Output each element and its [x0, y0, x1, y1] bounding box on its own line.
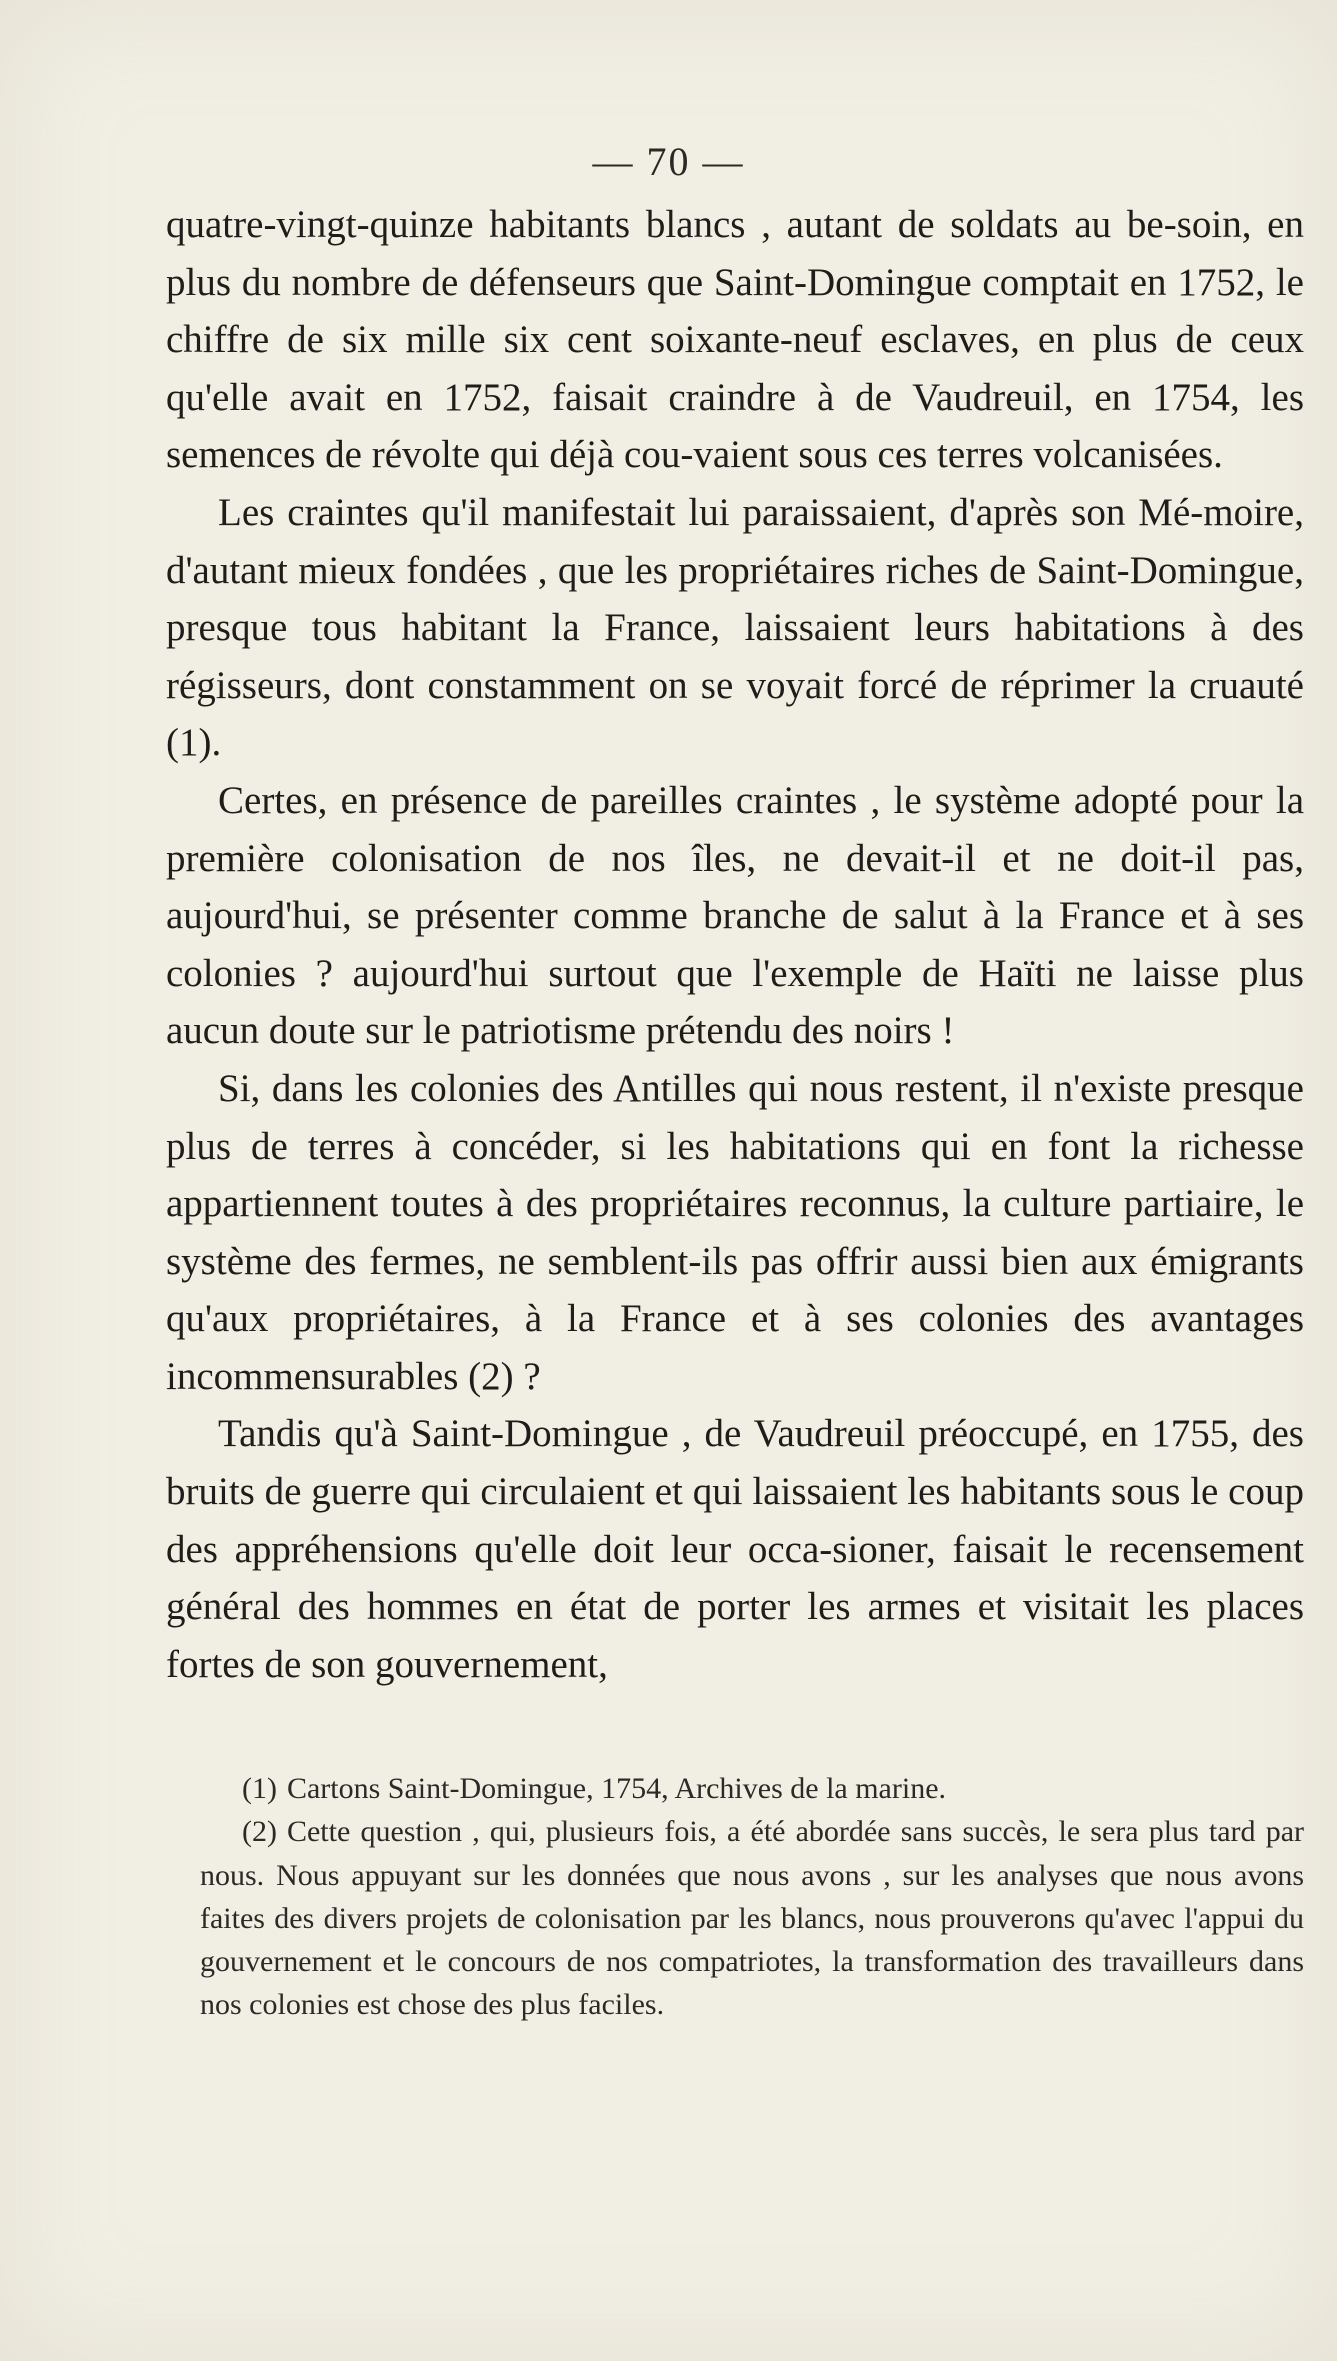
- paragraph-continued: quatre-vingt-quinze habitants blancs , autant de soldats au be-soin, en plus du nombre de défenseurs que Saint-Domingue comptait en 1752, le chiffre de six mille six cent soixante-neuf esclaves, en plus de ceux qu'elle avait en 1752, faisait craindre à de Vaudreuil, en 1754, les semences de révolte qui déjà cou-vaient sous ces terres volcanisées.: [166, 203, 1304, 477]
- footnotes: [200, 1767, 1304, 2027]
- paragraph: Si, dans les colonies des Antilles qui nous restent, il n'existe presque plus de terres à concéder, si les habitations qui en font la richesse appartiennent toutes à des propriétaires reconnus, la culture partiaire, le système des fermes, ne semblent-ils pas offrir aussi bien aux émigrants qu'aux propriétaires, à la France et à ses colonies des avantages incommensurables (2) ?: [166, 1066, 1304, 1398]
- footnote-2: [200, 1810, 1304, 2026]
- footnote-text: Cartons Saint-Domingue, 1754, Archives de la marine.: [286, 1772, 947, 1805]
- paragraph: Certes, en présence de pareilles craintes , le système adopté pour la première colonisation de nos îles, ne devait-il et ne doit-il pas, aujourd'hui, se présenter comme branche de salut à la France et à ses colonies ? aujourd'hui surtout que l'exemple de Haïti ne laisse plus aucun doute sur le patriotisme prétendu des noirs !: [166, 778, 1304, 1053]
- footnote-mark: (1): [242, 1772, 277, 1805]
- main-text: [166, 196, 1304, 1693]
- footnote-text: Cette question , qui, plusieurs fois, a été abordée sans succès, le sera plus tard par nous. Nous appuyant sur les données que nous avons , sur les analyses que nous avons faites des divers projets de colonisation par les blancs, nous prouverons qu'avec l'appui du gouvernement et le concours de nos compatriotes, la transformation des travailleurs dans nos colonies est chose des plus faciles.: [200, 1815, 1304, 2022]
- paragraph: Tandis qu'à Saint-Domingue , de Vaudreuil préoccupé, en 1755, des bruits de guerre qui circulaient et qui laissaient les habitants sous le coup des appréhensions qu'elle doit leur occa-sioner, faisait le recensement général des hommes en état de porter les armes et visitait les places fortes de son gouvernement,: [166, 1412, 1304, 1686]
- footnote-1: [200, 1767, 1304, 1810]
- page-number: — 70 —: [592, 139, 745, 184]
- paragraph: Les craintes qu'il manifestait lui paraissaient, d'après son Mé-moire, d'autant mieux fondées , que les propriétaires riches de Saint-Domingue, presque tous habitant la France, laissaient leurs habitations à des régisseurs, dont constamment on se voyait forcé de réprimer la cruauté (1).: [166, 490, 1304, 765]
- footnote-mark: (2): [242, 1815, 277, 1849]
